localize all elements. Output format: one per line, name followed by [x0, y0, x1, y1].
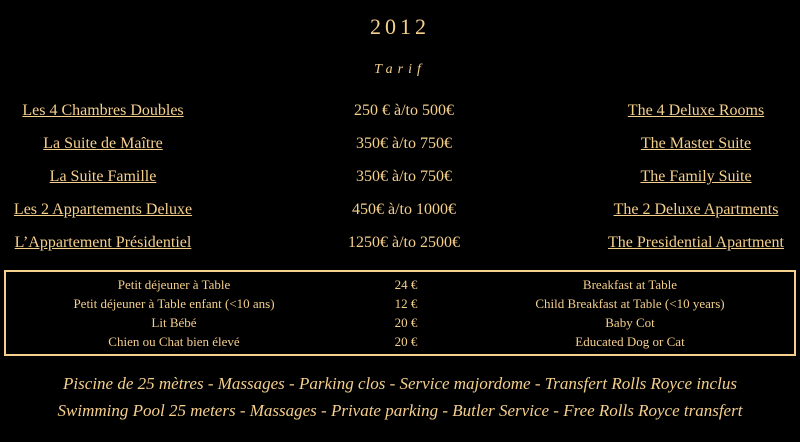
extra-label-en: Child Breakfast at Table (<10 years) [535, 296, 725, 311]
room-link-fr[interactable]: La Suite Famille [49, 168, 157, 185]
extra-label-en: Educated Dog or Cat [575, 334, 685, 349]
room-price: 450€ à/to 1000€ [352, 201, 456, 218]
room-link-en[interactable]: The Master Suite [640, 135, 752, 152]
extra-price: 12 € [394, 296, 418, 311]
extra-label-fr: Petit déjeuner à Table enfant (<10 ans) [73, 296, 275, 311]
tarif-subtitle: Tarif [374, 62, 426, 77]
room-link-en[interactable]: The 4 Deluxe Rooms [627, 102, 765, 119]
services-line-fr: Piscine de 25 mètres - Massages - Parking clos - Service majordome - Transfert Rolls Royce inclus [63, 374, 737, 393]
room-link-fr[interactable]: L’Appartement Présidentiel [14, 234, 192, 251]
extra-label-fr: Lit Bébé [151, 315, 197, 330]
room-link-fr[interactable]: Les 2 Appartements Deluxe [13, 201, 193, 218]
extras-row [6, 296, 794, 314]
extras-table [4, 270, 796, 356]
extra-label-fr: Petit déjeuner à Table [117, 277, 231, 292]
room-price: 1250€ à/to 2500€ [348, 234, 460, 251]
room-row [0, 234, 800, 256]
room-link-en[interactable]: The Presidential Apartment [608, 234, 784, 251]
room-row [0, 201, 800, 223]
extra-label-en: Breakfast at Table [582, 277, 678, 292]
room-price: 350€ à/to 750€ [356, 168, 452, 185]
extra-price: 20 € [394, 315, 418, 330]
room-row [0, 168, 800, 190]
room-link-fr[interactable]: La Suite de Maître [43, 135, 163, 152]
extras-row [6, 315, 794, 333]
room-row [0, 135, 800, 157]
room-row [0, 102, 800, 124]
services-line-en: Swimming Pool 25 meters - Massages - Private parking - Butler Service - Free Rolls Royce transfert [57, 401, 743, 420]
room-price: 250 € à/to 500€ [354, 102, 454, 119]
room-link-fr[interactable]: Les 4 Chambres Doubles [22, 102, 184, 119]
room-link-en[interactable]: The 2 Deluxe Apartments [613, 201, 779, 218]
extra-label-fr: Chien ou Chat bien élevé [108, 334, 240, 349]
page-title-year: 2012 [370, 14, 430, 39]
extra-price: 20 € [394, 334, 418, 349]
room-price: 350€ à/to 750€ [356, 135, 452, 152]
room-link-en[interactable]: The Family Suite [640, 168, 752, 185]
extras-row [6, 277, 794, 295]
extras-row [6, 334, 794, 352]
extra-price: 24 € [394, 277, 418, 292]
extra-label-en: Baby Cot [605, 315, 655, 330]
